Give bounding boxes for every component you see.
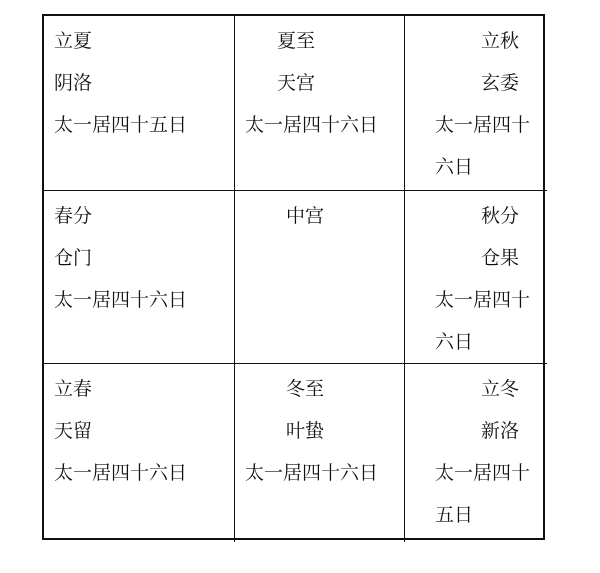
duration-label-line2: 六日 (435, 156, 474, 178)
term-label: 立春 (54, 378, 93, 400)
cell-lichun (44, 364, 235, 542)
palace-label: 玄委 (481, 72, 520, 94)
term-label: 立秋 (481, 30, 520, 52)
duration-label-line2: 五日 (435, 504, 474, 526)
palace-label: 仓门 (54, 247, 93, 269)
cell-lidong (405, 364, 547, 542)
duration-label: 太一居四十六日 (54, 462, 188, 484)
cell-xiazhi (235, 16, 405, 191)
duration-label-line1: 太一居四十 (435, 114, 531, 136)
term-label: 中宫 (286, 205, 325, 227)
cell-zhonggong (235, 191, 405, 364)
duration-label: 太一居四十六日 (54, 289, 188, 311)
cell-chunfen (44, 191, 235, 364)
palace-label: 阴洛 (54, 72, 93, 94)
duration-label: 太一居四十六日 (245, 114, 379, 136)
palace-label: 天留 (54, 420, 93, 442)
duration-label: 太一居四十六日 (245, 462, 379, 484)
palace-label: 叶蛰 (286, 420, 325, 442)
term-label: 春分 (54, 205, 93, 227)
term-label: 夏至 (277, 30, 316, 52)
term-label: 立夏 (54, 30, 93, 52)
palace-label: 新洛 (481, 420, 520, 442)
cell-lixia (44, 16, 235, 191)
cell-liqiu (405, 16, 547, 191)
term-label: 立冬 (481, 378, 520, 400)
duration-label: 太一居四十五日 (54, 114, 188, 136)
cell-qiufen (405, 191, 547, 364)
nine-palace-table (42, 14, 545, 540)
term-label: 秋分 (481, 205, 520, 227)
duration-label-line1: 太一居四十 (435, 462, 531, 484)
palace-label: 仓果 (481, 247, 520, 269)
duration-label-line2: 六日 (435, 331, 474, 353)
cell-dongzhi (235, 364, 405, 542)
duration-label-line1: 太一居四十 (435, 289, 531, 311)
palace-label: 天宫 (277, 72, 316, 94)
term-label: 冬至 (286, 378, 325, 400)
